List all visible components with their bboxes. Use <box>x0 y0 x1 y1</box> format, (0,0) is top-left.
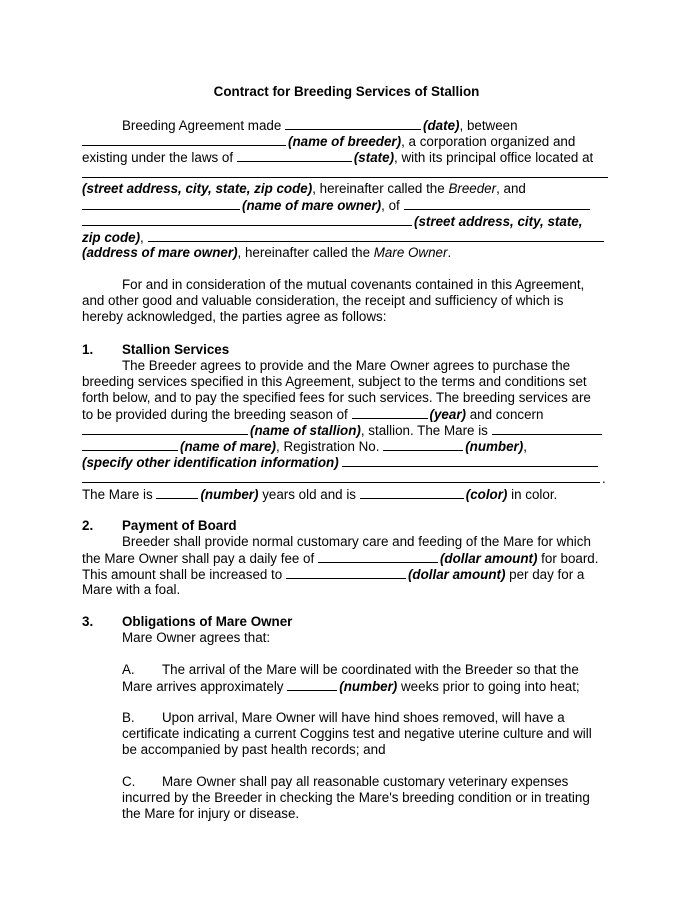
intro-line-9 <box>82 245 622 261</box>
text: per day for a <box>509 567 585 582</box>
text: , Registration No. <box>276 439 380 454</box>
text: years old and is <box>262 487 356 502</box>
blank-identification-1[interactable] <box>342 454 598 467</box>
blank-owner-address-2[interactable] <box>82 213 412 226</box>
s1-line-9 <box>82 486 622 503</box>
recital-line-3: hereby acknowledged, the parties agree as follows: <box>82 309 387 324</box>
defined-term-mare-owner: Mare Owner <box>373 245 448 260</box>
blank-mare-owner-name[interactable] <box>82 197 240 210</box>
section-2-number: 2. <box>82 518 94 533</box>
placeholder-stallion-name: (name of stallion) <box>250 423 361 438</box>
recital-line-2: and other good and valuable consideration, the receipt and sufficiency of which is <box>82 293 564 308</box>
s3-item-c-line-1 <box>122 774 662 790</box>
text: , stallion. The Mare is <box>360 423 488 438</box>
s1-line-6 <box>82 438 622 455</box>
text: Mare Owner shall pay all reasonable customary veterinary expenses <box>162 774 569 789</box>
blank-owner-address-1[interactable] <box>404 197 590 210</box>
intro-line-3 <box>82 149 622 166</box>
text: , hereinafter called the <box>237 245 374 260</box>
s3-item-c-line-3: the Mare for injury or disease. <box>122 806 300 821</box>
s3-item-a-line-2 <box>122 678 662 695</box>
text: This amount shall be increased to <box>82 567 283 582</box>
text: weeks prior to going into heat; <box>401 679 580 694</box>
placeholder-identification: (specify other identification information) <box>82 455 339 470</box>
blank-daily-fee[interactable] <box>318 550 438 563</box>
placeholder-number: (number) <box>339 679 398 694</box>
s1-line-1: The Breeder agrees to provide and the Mare Owner agrees to purchase the <box>122 358 571 373</box>
text: for board. <box>541 551 599 566</box>
s1-line-8 <box>82 470 622 487</box>
s2-line-3 <box>82 566 622 583</box>
text: in color. <box>511 487 558 502</box>
blank-street-address[interactable] <box>82 165 608 178</box>
placeholder-dollar-amount: (dollar amount) <box>407 567 506 582</box>
s1-line-7 <box>82 454 622 471</box>
blank-weeks[interactable] <box>287 678 337 691</box>
placeholder-street-address: (street address, city, state, zip code) <box>82 181 313 196</box>
blank-owner-address-3[interactable] <box>148 229 604 242</box>
placeholder-date: (date) <box>423 118 460 133</box>
text: Upon arrival, Mare Owner will have hind shoes removed, will have a <box>162 710 565 725</box>
text: , <box>140 230 144 245</box>
s3-item-a-line-1 <box>122 662 662 678</box>
blank-registration-number[interactable] <box>383 438 463 451</box>
placeholder-dollar-amount: (dollar amount) <box>439 551 538 566</box>
placeholder-mare-owner-name: (name of mare owner) <box>242 198 382 213</box>
text: , hereinafter called the <box>312 181 449 196</box>
s2-line-1: Breeder shall provide normal customary care and feeding of the Mare for which <box>122 534 591 549</box>
text: and concern <box>469 407 544 422</box>
s1-line-5 <box>82 422 622 439</box>
item-letter-b: B. <box>122 710 135 725</box>
intro-line-7 <box>82 213 622 230</box>
s3-item-b-line-3: be accompanied by past health records; and <box>122 742 386 757</box>
text: the Mare Owner shall pay a daily fee of <box>82 551 315 566</box>
placeholder-zip: zip code) <box>82 230 141 245</box>
defined-term-breeder: Breeder <box>448 181 497 196</box>
intro-line-5 <box>82 181 622 197</box>
intro-line-8 <box>82 229 622 246</box>
section-1-heading: Stallion Services <box>122 342 230 357</box>
blank-identification-2[interactable] <box>82 470 600 483</box>
s1-line-2: breeding services specified in this Agreement, subject to the terms and conditions set <box>82 374 587 389</box>
s1-line-4 <box>82 406 622 423</box>
placeholder-age: (number) <box>200 487 259 502</box>
blank-mare-color[interactable] <box>360 486 464 499</box>
s3-subheading: Mare Owner agrees that: <box>122 630 271 645</box>
recital-line-1: For and in consideration of the mutual covenants contained in this Agreement, <box>122 277 585 292</box>
section-1-number: 1. <box>82 342 94 357</box>
text: , <box>523 439 527 454</box>
blank-increased-fee[interactable] <box>286 566 406 579</box>
section-2-heading: Payment of Board <box>122 518 237 533</box>
blank-mare-name-1[interactable] <box>492 422 602 435</box>
placeholder-owner-address: (street address, city, state, <box>414 214 583 229</box>
text: , with its principal office located at <box>394 150 594 165</box>
blank-year[interactable] <box>352 406 428 419</box>
text: Breeding Agreement made <box>122 118 282 133</box>
placeholder-state: (state) <box>353 150 395 165</box>
text: existing under the laws of <box>82 150 234 165</box>
blank-state[interactable] <box>237 149 352 162</box>
item-letter-a: A. <box>122 662 135 677</box>
intro-line-4 <box>82 165 622 182</box>
text: , between <box>459 118 518 133</box>
s2-line-2 <box>82 550 622 567</box>
s3-item-b-line-2: certificate indicating a current Coggins test and negative uterine culture and will <box>122 726 592 741</box>
placeholder-mare-owner-address: (address of mare owner) <box>82 245 238 260</box>
section-3-heading: Obligations of Mare Owner <box>122 614 293 629</box>
s3-item-b-line-1 <box>122 710 662 726</box>
text: . <box>602 471 606 486</box>
placeholder-breeder-name: (name of breeder) <box>288 134 402 149</box>
s2-line-4: Mare with a foal. <box>82 582 181 597</box>
text: Mare arrives approximately <box>122 679 284 694</box>
blank-mare-age[interactable] <box>156 486 198 499</box>
document-title: Contract for Breeding Services of Stallion <box>213 84 480 99</box>
placeholder-color: (color) <box>465 487 508 502</box>
blank-stallion-name[interactable] <box>82 422 248 435</box>
section-3-number: 3. <box>82 614 94 629</box>
s1-line-3: forth below, and to pay the specified fees for such services. The breeding services are <box>82 390 591 405</box>
text: to be provided during the breeding season of <box>82 407 348 422</box>
text: , of <box>381 198 400 213</box>
blank-breeder-name[interactable] <box>82 133 286 146</box>
item-letter-c: C. <box>122 774 136 789</box>
text: The Mare is <box>82 487 153 502</box>
text: , a corporation organized and <box>401 134 576 149</box>
text: The arrival of the Mare will be coordinated with the Breeder so that the <box>162 662 579 677</box>
placeholder-number: (number) <box>465 439 524 454</box>
blank-date[interactable] <box>285 117 421 130</box>
intro-line-1 <box>122 117 662 134</box>
text: , and <box>496 181 526 196</box>
s3-item-c-line-2: incurred by the Breeder in checking the Mare's breeding condition or in treating <box>122 790 590 805</box>
placeholder-year: (year) <box>429 407 466 422</box>
intro-line-6 <box>82 197 622 214</box>
text: . <box>447 245 452 260</box>
placeholder-mare-name: (name of mare) <box>180 439 276 454</box>
blank-mare-name-2[interactable] <box>82 438 178 451</box>
intro-line-2 <box>82 133 622 150</box>
